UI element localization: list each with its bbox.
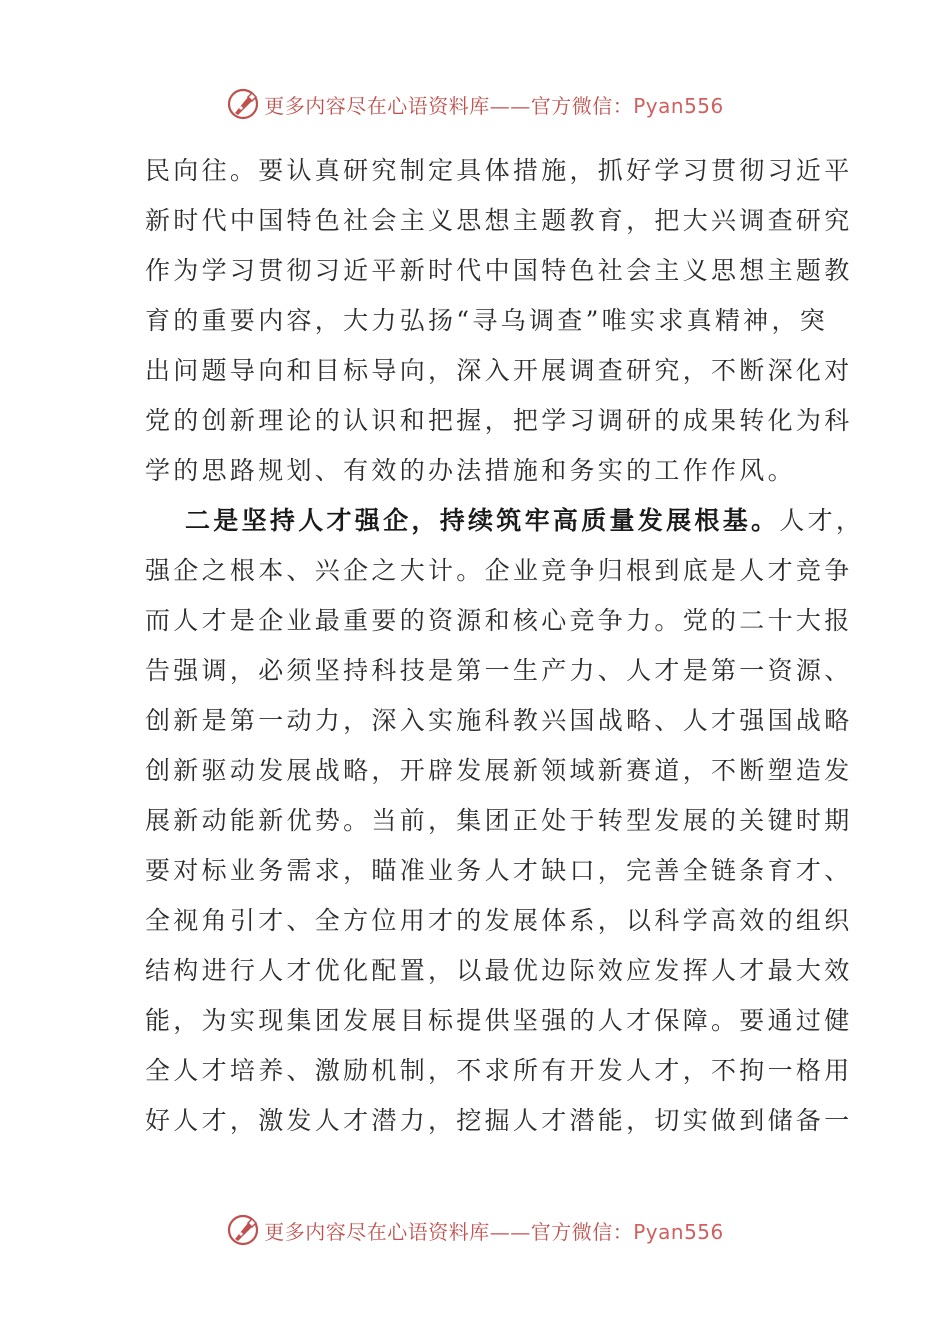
text-run: 人才， [779,506,865,535]
paragraph-2 [145,496,865,1146]
text-line: 能，为实现集团发展目标提供坚强的人才保障。要通过健 [145,1006,853,1035]
paragraph-1 [145,146,853,496]
paragraph-2-first-line [145,496,865,546]
text-line: 新时代中国特色社会主义思想主题教育，把大兴调查研究 [145,206,853,235]
text-line: 要对标业务需求，瞄准业务人才缺口，完善全链条育才、 [145,856,853,885]
banner-separator: —— [489,93,531,118]
document-body [145,146,865,1146]
text-line: 民向往。要认真研究制定具体措施，抓好学习贯彻习近平 [145,156,853,185]
footer-banner [0,1210,950,1250]
text-line: 创新是第一动力，深入实施科教兴国战略、人才强国战略 [145,706,853,735]
text-line: 全视角引才、全方位用才的发展体系，以科学高效的组织 [145,906,853,935]
text-line: 党的创新理论的认识和把握，把学习调研的成果转化为科 [145,406,853,435]
text-line: 学的思路规划、有效的办法措施和务实的工作作风。 [145,456,796,485]
text-line: 出问题导向和目标导向，深入开展调查研究，不断深化对 [145,356,853,385]
brand-name: 更多内容尽在心语资料库 [264,1219,490,1244]
wechat-label: 官方微信： [530,93,634,118]
banner-separator: —— [489,1219,531,1244]
text-line: 告强调，必须坚持科技是第一生产力、人才是第一资源、 [145,656,853,685]
wechat-id: Pyan556 [633,93,724,118]
pen-nib-logo-icon [226,87,260,121]
brand-name: 更多内容尽在心语资料库 [264,93,490,118]
text-line: 作为学习贯彻习近平新时代中国特色社会主义思想主题教 [145,256,853,285]
header-banner [0,84,950,124]
footer-banner-text [264,1216,724,1245]
wechat-id: Pyan556 [633,1219,724,1244]
text-line: 好人才，激发人才潜力，挖掘人才潜能，切实做到储备一 [145,1106,853,1135]
pen-nib-logo-icon [226,1213,260,1247]
text-line: 展新动能新优势。当前，集团正处于转型发展的关键时期 [145,806,853,835]
text-line: 创新驱动发展战略，开辟发展新领域新赛道，不断塑造发 [145,756,853,785]
text-line: 强企之根本、兴企之大计。企业竞争归根到底是人才竞争 [145,556,853,585]
wechat-label: 官方微信： [530,1219,634,1244]
section-heading: 二是坚持人才强企，持续筑牢高质量发展根基。 [185,506,780,535]
text-line: 而人才是企业最重要的资源和核心竞争力。党的二十大报 [145,606,853,635]
text-line: 结构进行人才优化配置，以最优边际效应发挥人才最大效 [145,956,853,985]
header-banner-text [264,90,724,119]
text-line: 全人才培养、激励机制，不求所有开发人才，不拘一格用 [145,1056,853,1085]
text-line: 育的重要内容，大力弘扬“寻乌调查”唯实求真精神，突 [145,306,829,335]
